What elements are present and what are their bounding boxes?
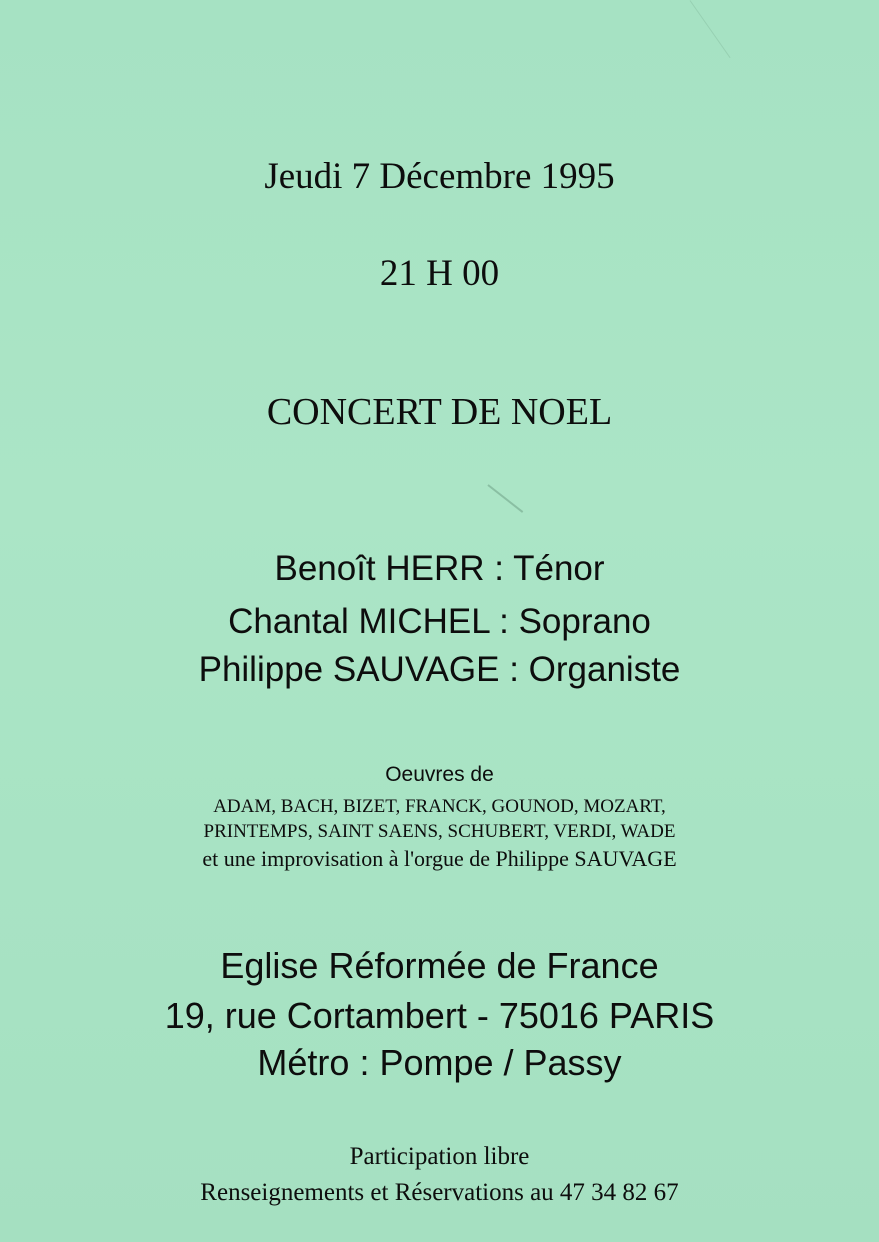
event-time: 21 H 00 [379,253,500,294]
performer-organist: Philippe SAUVAGE : Organiste [198,650,681,689]
paper-crease [487,484,523,513]
event-date: Jeudi 7 Décembre 1995 [264,156,615,197]
performer-tenor: Benoît HERR : Ténor [274,549,605,588]
performer-soprano: Chantal MICHEL : Soprano [228,602,651,641]
entry-note: Participation libre [349,1143,530,1170]
venue-name: Eglise Réformée de France [220,945,659,986]
paper-fold [690,0,731,58]
reservation-info: Renseignements et Réservations au 47 34 82 67 [200,1179,679,1206]
venue-address: 19, rue Cortambert - 75016 PARIS [164,995,715,1036]
improvisation-note: et une improvisation à l'orgue de Philippe SAUVAGE [202,846,677,871]
event-title: CONCERT DE NOEL [266,391,613,433]
composers-line-1: ADAM, BACH, BIZET, FRANCK, GOUNOD, MOZART, [213,796,666,817]
composers-line-2: PRINTEMPS, SAINT SAENS, SCHUBERT, VERDI, WADE [203,821,676,842]
program-heading: Oeuvres de [385,763,494,786]
venue-metro: Métro : Pompe / Passy [257,1042,622,1083]
